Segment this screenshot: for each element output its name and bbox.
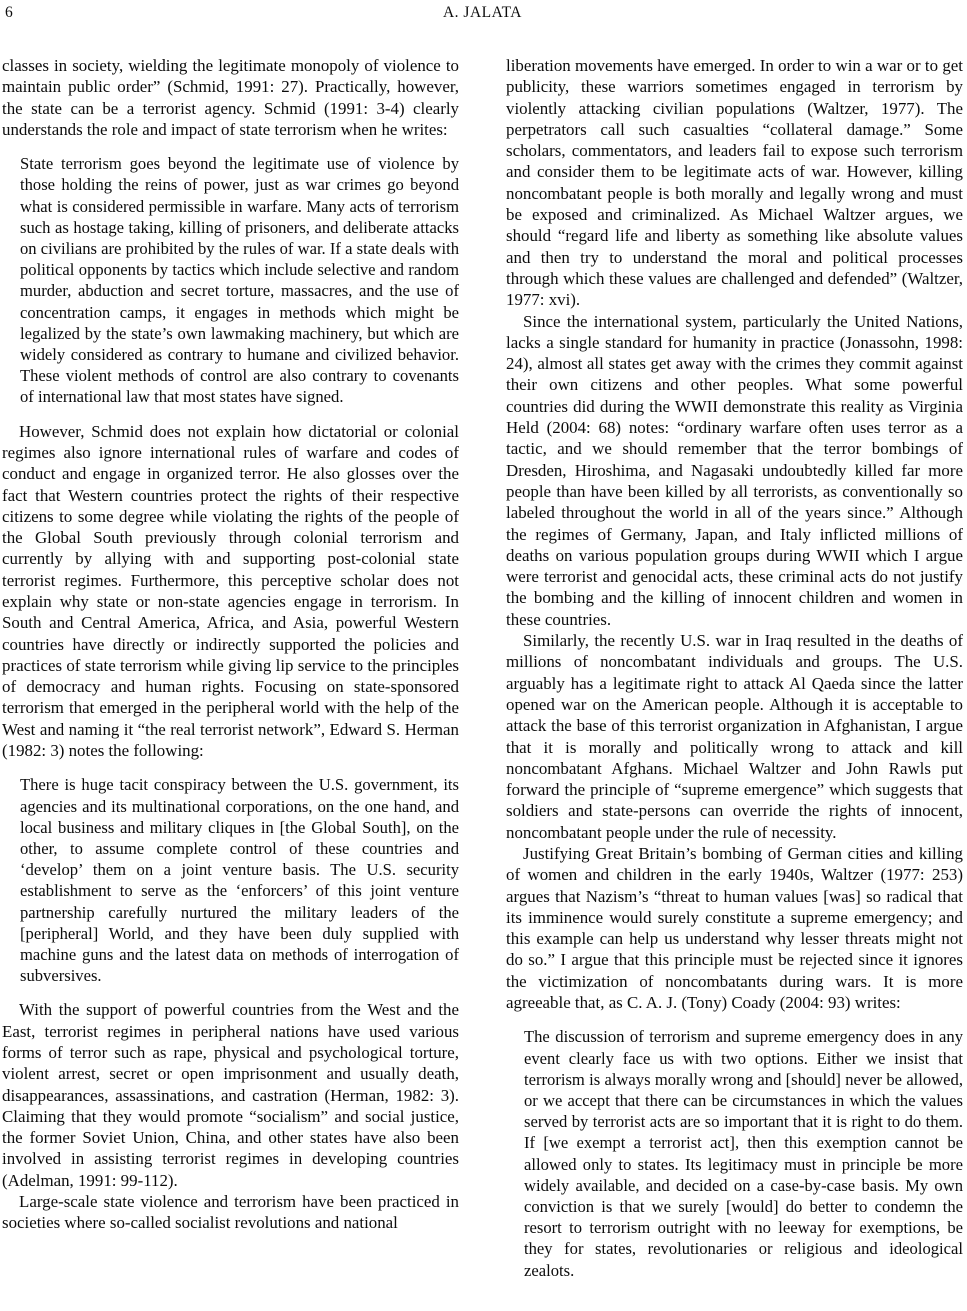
- block-quote-herman: There is huge tacit conspiracy between the U.S. government, its agencies and its multinational corporations, on the one hand, and local business and military cliques in [the Global South], on the other, to assume complete control of these countries and ‘develop’ them on a joint venture basis. The U.S. security establishment to serve as the ‘enforcers’ of this joint venture partnership carefully nurtured the military leaders of the [peripheral] World, and they have been duly supplied with machine guns and the latest data on methods of interrogation of subversives.: [20, 775, 459, 986]
- block-quote-coady: The discussion of terrorism and supreme emergency does in any event clearly face us with two options. Either we insist that terrorism is always morally wrong and [should] never be allowed, or we accept that there can be circumstances in which the values served by terrorist acts are so important that it is right to do them. If [we exempt a terrorist act], then this exemption cannot be allowed only to states. Its legitimacy must in principle be more widely available, and decided on a case-by-case basis. My own conviction is that we surely [would] do better to condemn the resort to terrorism outright with no leeway for exemptions, be they for states, revolutionaries or religious and ideological zealots.: [524, 1027, 963, 1280]
- paragraph: classes in society, wielding the legitimate monopoly of violence to maintain public order” (Schmid, 1991: 27). Practically, however, the state can be a terrorist agency. Schmid (1991: 3-4) clearly understands the role and impact of state terrorism when he writes:: [2, 56, 459, 139]
- left-column: [2, 55, 459, 1294]
- page-number: 6: [5, 4, 13, 21]
- paragraph: liberation movements have emerged. In order to win a war or to get publicity, these warriors sometimes engaged in terrorism by violently attacking civilian populations (Waltzer, 1977). The perpetrators call such casualties “collateral damage.” Some scholars, commentators, and leaders fail to expose such terrorism and consider them to be legitimate acts of war. However, killing noncombatant people is both morally and legally wrong and must be exposed and criminalized. As Michael Waltzer argues, we should “regard life and liberty as something like absolute values and then try to understand the moral and political processes through which these values are challenged and defended” (Waltzer, 1977: xvi).: [506, 56, 963, 310]
- paragraph: Similarly, the recently U.S. war in Iraq resulted in the deaths of millions of noncombatant individuals and groups. The U.S. arguably has a legitimate right to attack Al Qaeda since the latter opened war on the American people. Although it is acceptable to attack the base of this terrorist organization in Afghanistan, I argue that it is morally and politically wrong to attack and kill noncombatant Afghans. Michael Waltzer and John Rawls put forward the principle of “supreme emergence” which suggests that soldiers and state-persons can override the rights of innocent, noncombatant people under the rule of necessity.: [506, 631, 963, 842]
- block-quote-schmid: State terrorism goes beyond the legitimate use of violence by those holding the reins of power, just as war crimes go beyond what is considered permissible in warfare. Many acts of terrorism such as hostage taking, killing of prisoners, and deliberate attacks on civilians are prohibited by the rules of war. If a state deals with political opponents by tactics which include selective and random murder, abduction and secret torture, massacres, and the use of concentration camps, it engages in methods which might be legalized by the state’s own lawmaking machinery, but which are widely considered as contrary to humane and civilized behavior. These violent methods of control are also contrary to covenants of international law that most states have signed.: [20, 154, 459, 407]
- paragraph: With the support of powerful countries from the West and the East, terrorist regimes in peripheral nations have used various forms of terror such as rape, physical and psychological torture, violent arrest, secret or open imprisonment and usually death, disappearances, assassinations, and castration (Herman, 1982: 3). Claiming that they would promote “socialism” and social justice, the former Soviet Union, China, and other states have also been involved in assisting terrorist regimes in developing countries (Adelman, 1991: 99-112).: [2, 1000, 459, 1190]
- running-head: [2, 4, 963, 26]
- paragraph: However, Schmid does not explain how dictatorial or colonial regimes also ignore international rules of warfare and codes of conduct and engage in organized terror. He also glosses over the fact that Western countries protect the rights of their respective citizens to some degree while violating the rights of the people of the Global South previously through colonial terrorism and currently by allying with and supporting post-colonial state terrorist regimes. Furthermore, this perceptive scholar does not explain why state or non-state agencies engage in terrorism. In South and Central America, Africa, and Asia, powerful Western countries have directly or indirectly supported the policies and practices of state terrorism while giving lip service to the principles of democracy and human rights. Focusing on state-sponsored terrorism that emerged in the peripheral world with the help of the West and naming it “the real terrorist network”, Edward S. Herman (1982: 3) notes the following:: [2, 421, 459, 761]
- paragraph: Justifying Great Britain’s bombing of German cities and killing of women and children in the early 1940s, Waltzer (1977: 253) argues that Nazism’s “threat to human values [was] so radical that its imminence would surely constitute a supreme emergency; and this example can help us understand why lesser threats might not do so.” I argue that this principle must be rejected since it ignores the victimization of noncombatants during wars. It is more agreeable that, as C. A. J. (Tony) Coady (2004: 93) writes:: [506, 843, 963, 1013]
- right-column: [506, 55, 963, 1294]
- running-title: A. JALATA: [442, 4, 523, 21]
- paragraph: Since the international system, particularly the United Nations, lacks a single standard for humanity in practice (Jonassohn, 1998: 24), almost all states get away with the crimes they commit against their own citizens and other peoples. What some powerful countries did during the WWII demonstrate this reality as Virginia Held (2004: 68) notes: “ordinary warfare often uses terror as a tactic, and we should remember that the terror bombings of Dresden, Hiroshima, and Nagasaki undoubtedly killed far more people than have been killed by all terrorists, as conventionally so labeled throughout the world in all of the years since.” Although the regimes of Germany, Japan, and Italy inflicted millions of deaths on various population groups during WWII which I argue were terrorist and genocidal acts, these criminal acts do not justify the bombing and the killing of innocent children and women in these countries.: [506, 311, 963, 629]
- two-column-body: [2, 55, 963, 1294]
- paragraph: Large-scale state violence and terrorism have been practiced in societies where so-called socialist revolutions and national: [2, 1192, 459, 1233]
